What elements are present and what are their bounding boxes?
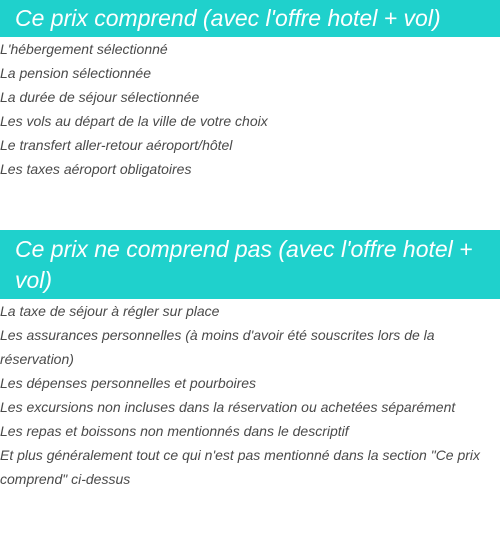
list-item: Les assurances personnelles (à moins d'avoir été souscrites lors de la réservation): [0, 327, 435, 367]
list-item: Les repas et boissons non mentionnés dans le descriptif: [0, 423, 349, 439]
excluded-heading: Ce prix ne comprend pas (avec l'offre hotel + vol): [0, 230, 500, 299]
list-item: La taxe de séjour à régler sur place: [0, 303, 220, 319]
list-item: Les excursions non incluses dans la réservation ou achetées séparément: [0, 399, 456, 415]
list-item: Et plus généralement tout ce qui n'est pas mentionné dans la section "Ce prix comprend" ci-dessus: [0, 447, 481, 487]
included-heading: Ce prix comprend (avec l'offre hotel + vol): [0, 0, 500, 37]
list-item: Les vols au départ de la ville de votre choix: [0, 113, 268, 129]
excluded-list: [0, 299, 500, 491]
list-item: Le transfert aller-retour aéroport/hôtel: [0, 137, 233, 153]
included-list: [0, 37, 500, 181]
included-section: [0, 0, 500, 181]
section-spacer: [0, 181, 500, 230]
list-item: La durée de séjour sélectionnée: [0, 89, 200, 105]
list-item: Les dépenses personnelles et pourboires: [0, 375, 257, 391]
list-item: Les taxes aéroport obligatoires: [0, 161, 192, 177]
list-item: La pension sélectionnée: [0, 65, 152, 81]
excluded-section: [0, 230, 500, 491]
list-item: L'hébergement sélectionné: [0, 41, 168, 57]
